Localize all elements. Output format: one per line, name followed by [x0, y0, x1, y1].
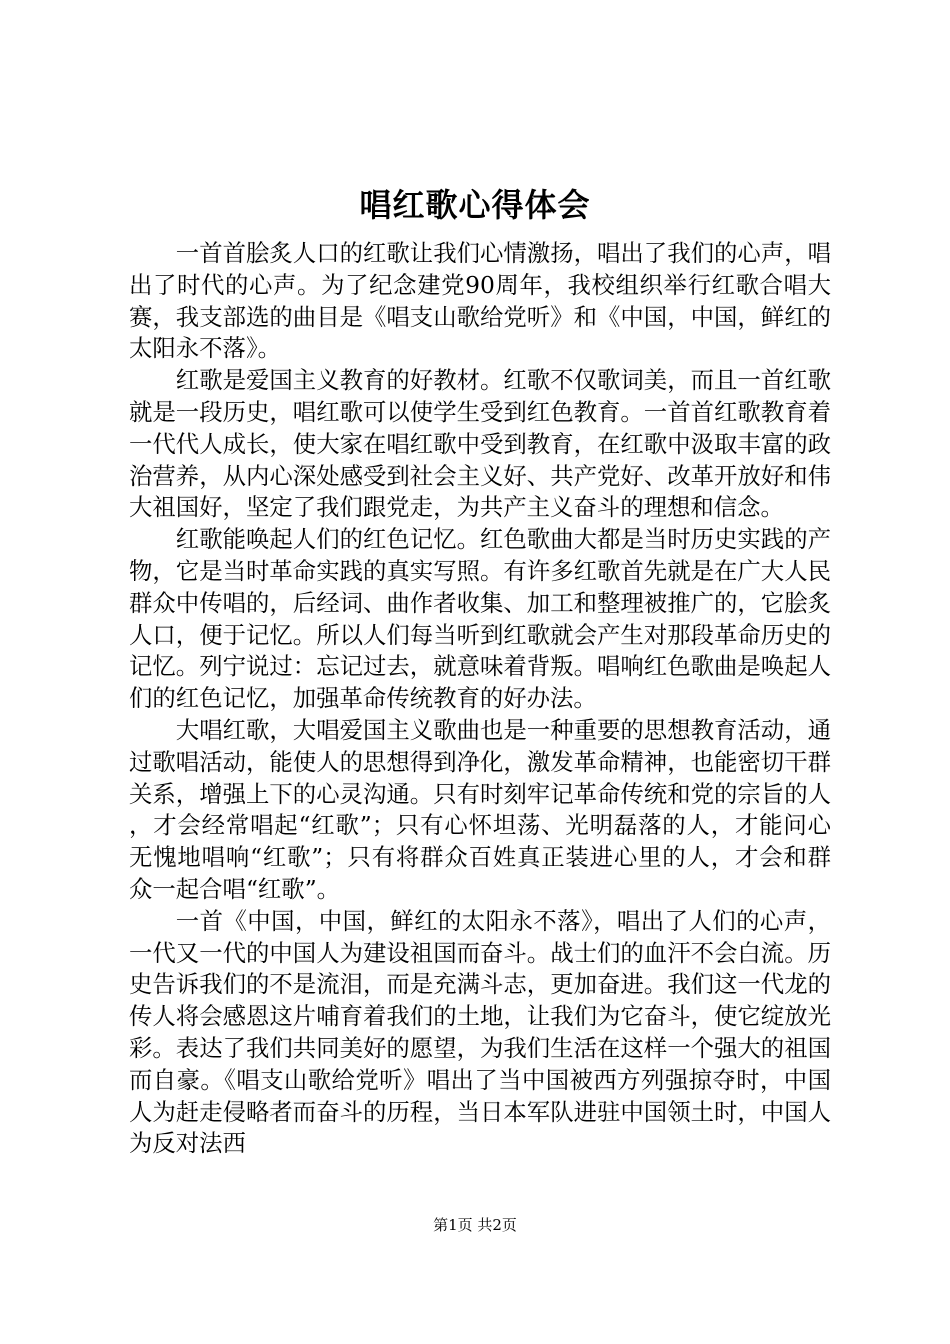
- paragraph: 一首《中国，中国，鲜红的太阳永不落》，唱出了人们的心声，一代又一代的中国人为建设祖国而奋斗。战士们的血汗不会白流。历史告诉我们的不是流泪，而是充满斗志，更加奋进。我们这一代龙的传人将会感恩这片哺育着我们的土地，让我们为它奋斗，使它绽放光彩。表达了我们共同美好的愿望，为我们生活在这样一个强大的祖国而自豪。《唱支山歌给党听》唱出了当中国被西方列强掠夺时，中国人为赶走侵略者而奋斗的历程，当日本军队进驻中国领土时，中国人为反对法西: [129, 906, 831, 1158]
- paragraph: 红歌是爱国主义教育的好教材。红歌不仅歌词美，而且一首红歌就是一段历史，唱红歌可以使学生受到红色教育。一首首红歌教育着一代代人成长，使大家在唱红歌中受到教育，在红歌中汲取丰富的政治营养，从内心深处感受到社会主义好、共产党好、改革开放好和伟大祖国好，坚定了我们跟党走，为共产主义奋斗的理想和信念。: [129, 366, 831, 522]
- paragraph: 一首首脍炙人口的红歌让我们心情激扬，唱出了我们的心声，唱出了时代的心声。为了纪念建党90周年，我校组织举行红歌合唱大赛，我支部选的曲目是《唱支山歌给党听》和《中国，中国，鲜红的太阳永不落》。: [129, 239, 831, 363]
- page-footer: 第1页 共2页: [433, 1216, 517, 1234]
- document-body: [129, 238, 831, 1160]
- document-title: 唱红歌心得体会: [359, 186, 591, 224]
- paragraph: 大唱红歌，大唱爱国主义歌曲也是一种重要的思想教育活动，通过歌唱活动，能使人的思想得到净化，激发革命精神，也能密切干群关系，增强上下的心灵沟通。只有时刻牢记革命传统和党的宗旨的人，才会经常唱起“红歌”；只有心怀坦荡、光明磊落的人，才能问心无愧地唱响“红歌”；只有将群众百姓真正装进心里的人，才会和群众一起合唱“红歌”。: [129, 715, 831, 903]
- paragraph: 红歌能唤起人们的红色记忆。红色歌曲大都是当时历史实践的产物，它是当时革命实践的真实写照。有许多红歌首先就是在广大人民群众中传唱的，后经词、曲作者收集、加工和整理被推广的，它脍炙人口，便于记忆。所以人们每当听到红歌就会产生对那段革命历史的记忆。列宁说过：忘记过去，就意味着背叛。唱响红色歌曲是唤起人们的红色记忆，加强革命传统教育的好办法。: [129, 525, 831, 713]
